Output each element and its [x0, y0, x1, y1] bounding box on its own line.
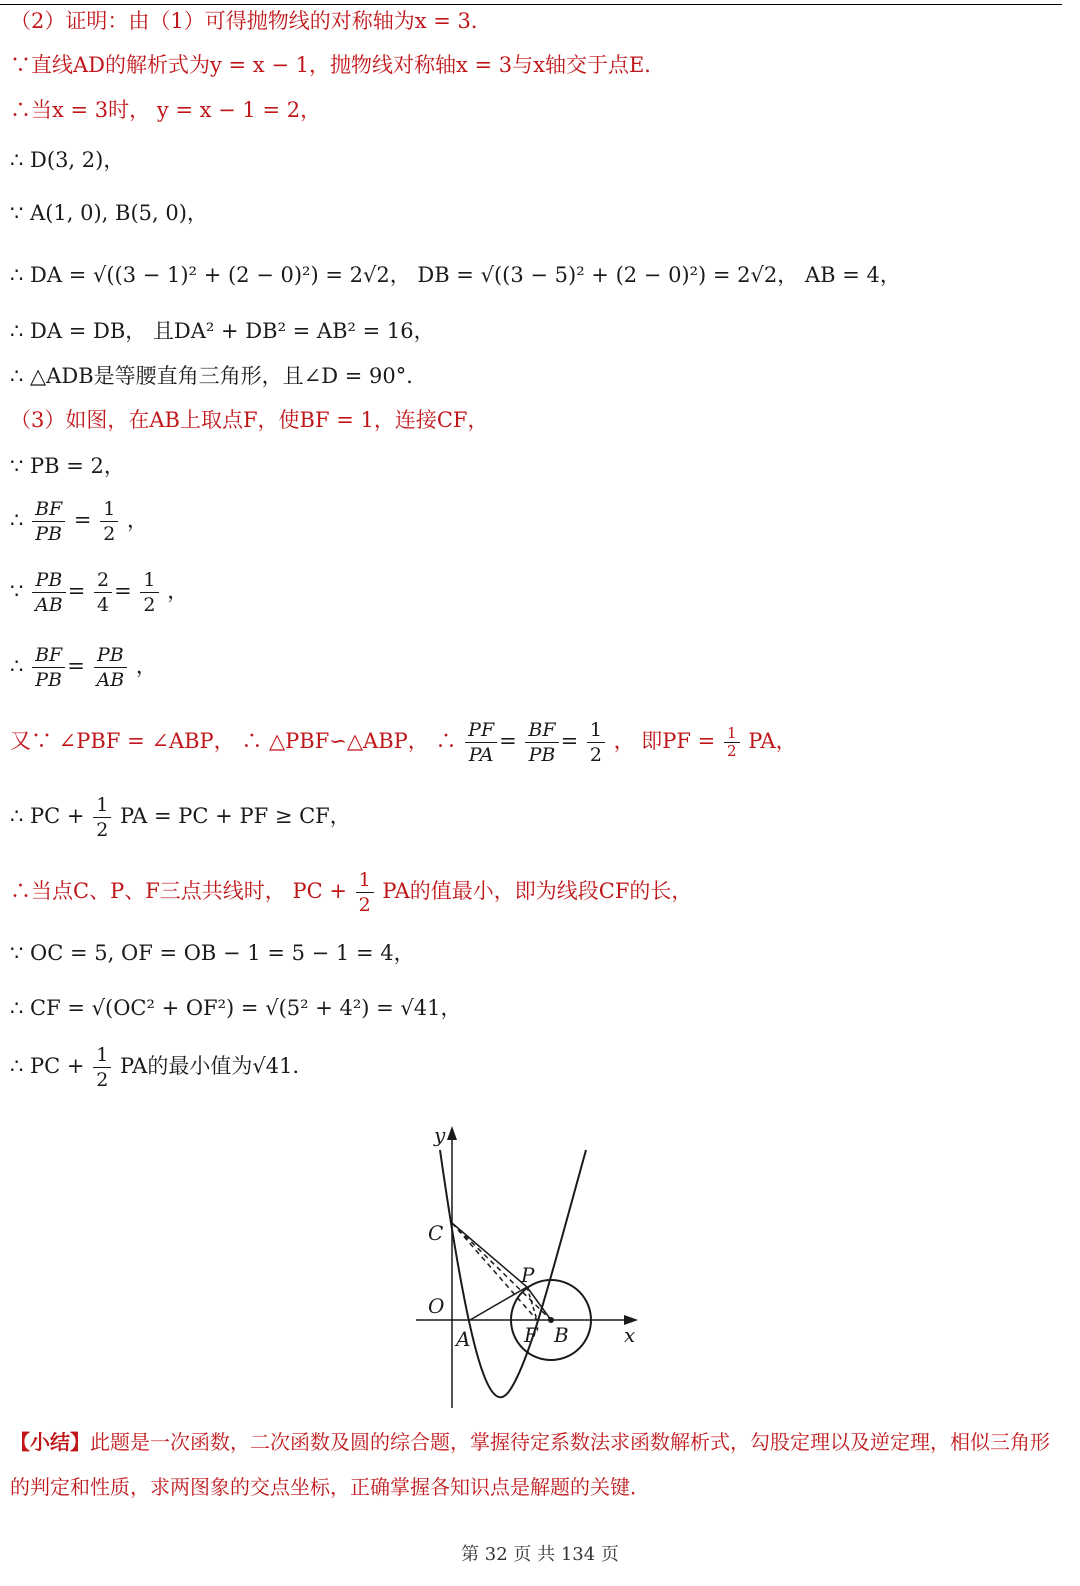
- fraction-two-fourths: $\frac{2}{4}$: [94, 568, 112, 617]
- fraction-pf-pa: $\frac{PF}{PA}$: [465, 718, 497, 767]
- equals-sign: =: [73, 508, 92, 532]
- fraction-one-half: $\frac{1}{2}$: [356, 868, 374, 917]
- line-proof-start: （2）证明：由（1）可得抛物线的对称轴为x = 3．: [10, 9, 492, 33]
- line-x3: ∴当x = 3时， y = x − 1 = 2，: [10, 98, 322, 122]
- label-b: B: [554, 1323, 569, 1347]
- comma: ，: [126, 508, 148, 532]
- expression-end: PA = PC + PF ≥ CF，: [119, 804, 351, 828]
- pf-equals-text: ， 即PF =: [613, 729, 716, 753]
- segment-cb-dashed: [452, 1223, 551, 1320]
- because-symbol: ∵: [10, 579, 24, 603]
- segment-cp: [452, 1223, 527, 1287]
- line-inequality: [10, 793, 351, 842]
- line-oc-of: ∵ OC = 5, OF = OB − 1 = 5 − 1 = 4，: [10, 941, 415, 965]
- line-part3: （3）如图，在AB上取点F，使BF = 1，连接CF，: [10, 408, 489, 432]
- therefore-symbol: ∴: [10, 654, 24, 678]
- fraction-one-half: $\frac{1}{2}$: [93, 793, 111, 842]
- label-c: C: [428, 1221, 444, 1245]
- therefore-symbol: ∴: [10, 508, 24, 532]
- label-a: A: [456, 1327, 471, 1351]
- fraction-small-half: $\frac{1}{2}$: [724, 725, 740, 760]
- line-similar-triangles: 又∵ ∠PBF = ∠ABP， ∴ △PBF∽△ABP， ∴ $\frac{PF}{PA}$ = $\frac{BF}{PB}$ = $\frac{1}{2}$ ， 即PF = $\frac{1}{2}$ PA，: [10, 719, 797, 766]
- parabola-circle-figure: [410, 1120, 650, 1415]
- line-points-ab: ∵ A(1, 0), B(5, 0)，: [10, 201, 208, 225]
- y-axis-arrow-icon: [447, 1126, 457, 1140]
- fraction-bf-pb: $\frac{BF}{PB}$: [32, 643, 65, 692]
- summary-block: [10, 1420, 1065, 1510]
- minimum-value-text: PA的最小值为√41．: [119, 1054, 314, 1078]
- expression-start: ∴ PC +: [10, 804, 85, 828]
- fraction-pb-ab: $\frac{PB}{AB}$: [94, 643, 128, 692]
- pa-text: PA，: [748, 729, 797, 753]
- top-rule: [0, 4, 1062, 5]
- page-footer: 第 32 页 共 134 页: [461, 1544, 619, 1565]
- comma: ，: [167, 579, 189, 603]
- line-pythagoras: ∴ DA = DB， 且DA² + DB² = AB² = 16，: [10, 319, 435, 343]
- segment-ap: [470, 1287, 527, 1320]
- expression-start: ∴ PC +: [10, 1054, 85, 1078]
- line-right-triangle: ∴ △ADB是等腰直角三角形，且∠D = 90°．: [10, 364, 428, 388]
- line-ratio-3: ∴ $\frac{BF}{PB}$ = $\frac{PB}{AB}$ ，: [10, 644, 157, 691]
- fraction-one-half: $\frac{1}{2}$: [140, 568, 158, 617]
- parabola-curve: [440, 1150, 586, 1397]
- label-y: y: [434, 1123, 446, 1147]
- line-ratio-1: [10, 497, 148, 546]
- label-p: P: [521, 1263, 535, 1287]
- fraction-one-half: $\frac{1}{2}$: [587, 718, 605, 767]
- line-pb: ∵ PB = 2，: [10, 454, 125, 478]
- line-collinear: [10, 868, 692, 917]
- line-ratio-2: ∵ $\frac{PB}{AB}$ = $\frac{2}{4}$ = $\frac{1}{2}$ ，: [10, 569, 189, 616]
- line-point-d: ∴ D(3, 2)，: [10, 148, 125, 172]
- minimum-text: PA的值最小，即为线段CF的长，: [382, 879, 693, 903]
- line-distances: ∴ DA = √((3 − 1)² + (2 − 0)²) = 2√2， DB = √((3 − 5)² + (2 − 0)²) = 2√2， AB = 4，: [10, 263, 901, 287]
- label-f: F: [524, 1323, 538, 1347]
- similarity-statement: 又∵ ∠PBF = ∠ABP， ∴ △PBF∽△ABP， ∴: [10, 729, 457, 753]
- collinear-text: ∴当点C、P、F三点共线时， PC +: [10, 879, 347, 903]
- comma: ，: [135, 654, 157, 678]
- summary-text: 此题是一次函数，二次函数及圆的综合题，掌握待定系数法求函数解析式，勾股定理以及逆定理，相似三角形的判定和性质，求两图象的交点坐标，正确掌握各知识点是解题的关键．: [10, 1430, 1050, 1499]
- fraction-one-half: $\frac{1}{2}$: [100, 497, 118, 546]
- line-cf-length: ∴ CF = √(OC² + OF²) = √(5² + 4²) = √41，: [10, 996, 462, 1020]
- label-o: O: [428, 1294, 445, 1318]
- fraction-bf-pb: $\frac{BF}{PB}$: [525, 718, 558, 767]
- line-minimum-value: [10, 1043, 313, 1092]
- fraction-pb-ab: $\frac{PB}{AB}$: [32, 568, 66, 617]
- label-x: x: [624, 1323, 636, 1347]
- summary-tag: 【小结】: [10, 1430, 90, 1454]
- fraction-bf-pb: $\frac{BF}{PB}$: [32, 497, 65, 546]
- line-ad-equation: ∵直线AD的解析式为y = x − 1，抛物线对称轴x = 3与x轴交于点E．: [10, 53, 666, 77]
- fraction-one-half: $\frac{1}{2}$: [93, 1043, 111, 1092]
